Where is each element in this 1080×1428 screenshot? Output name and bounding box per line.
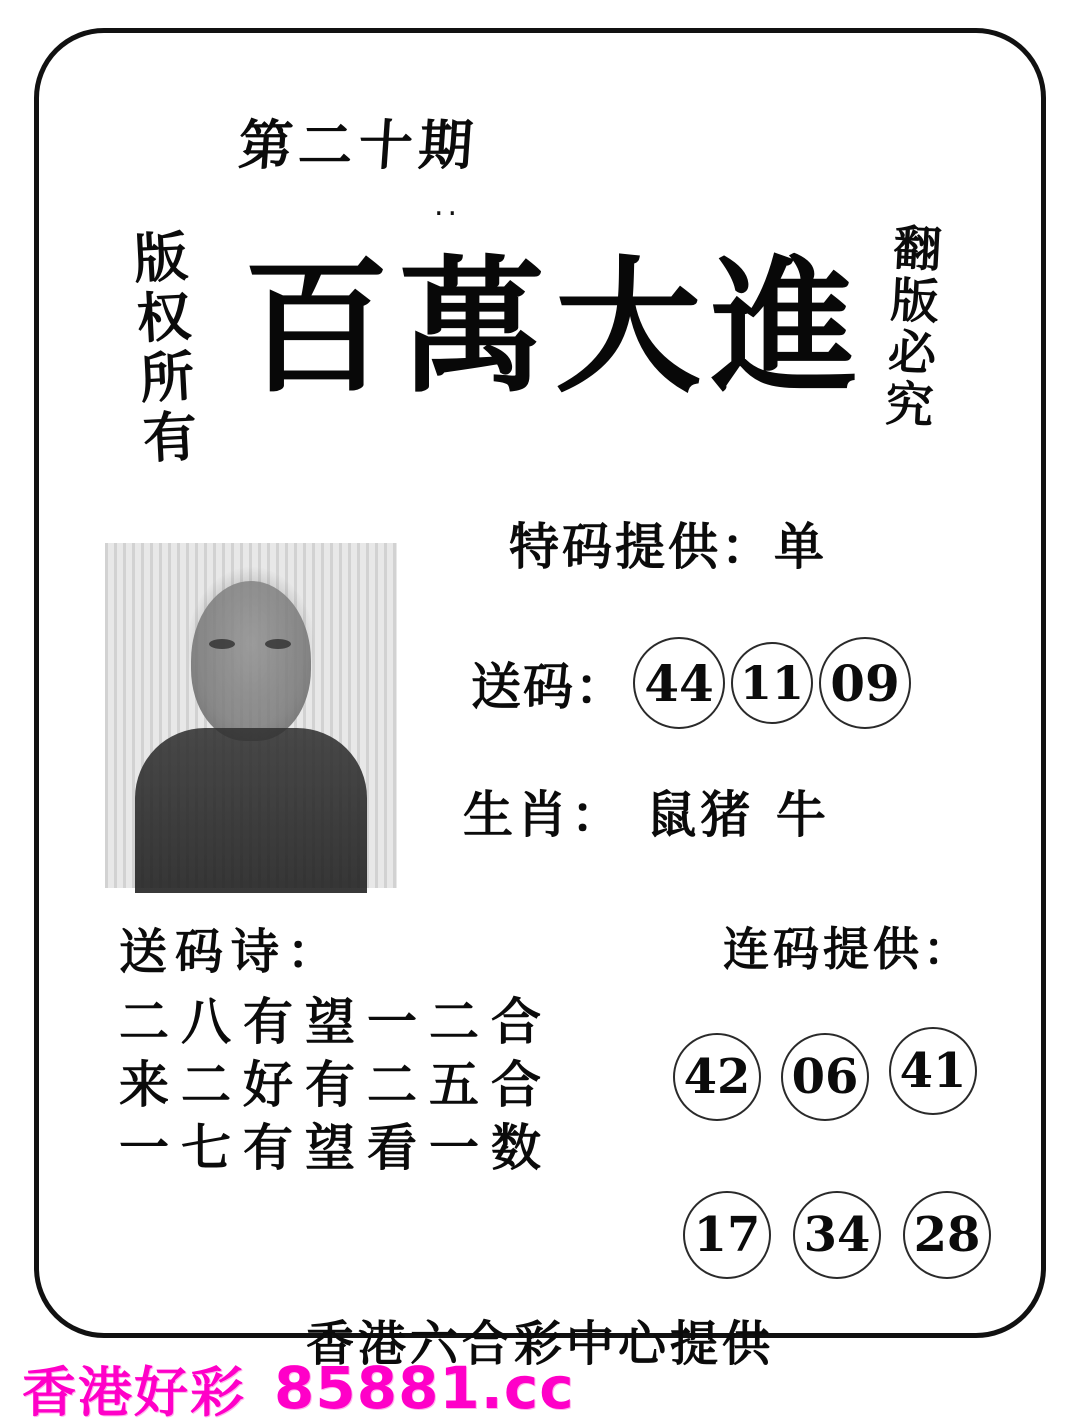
watermark-brand: 香港好彩 [22,1360,246,1424]
footer-source-text: 香港六合彩中心提供 [305,1316,774,1372]
send-code-ball-2: 11 [731,642,813,724]
portrait-body-shape [135,728,367,893]
lianma-ball-3: 41 [889,1027,977,1115]
copyright-left-text: 版权所有 [123,227,201,471]
send-code-ball-3: 09 [819,637,911,729]
watermark-bar [0,1352,1080,1424]
poster-card [34,28,1046,1372]
portrait-head-shape [191,581,311,741]
send-code-row [471,637,911,729]
send-code-ball-1: 44 [633,637,725,729]
lianma-ball-1: 42 [673,1033,761,1121]
lianma-ball-4: 17 [683,1191,771,1279]
special-code-line: 特码提供：单 [509,517,827,576]
poem-line-2: 来二好有二五合 [119,1055,553,1114]
portrait-eye-left [209,639,235,649]
lianma-ball-5: 34 [793,1191,881,1279]
zodiac-line: 生肖： 鼠猪 牛 [463,785,830,844]
lianma-ball-2: 06 [781,1033,869,1121]
poem-block [119,913,553,1179]
lianma-row-2 [683,1191,991,1279]
page-title: 百萬大進 [243,242,867,413]
watermark-site: 85881.cc [274,1354,575,1422]
send-code-label: 送码： [471,657,627,716]
poem-line-1: 二八有望一二合 [119,992,553,1051]
lianma-title: 连码提供： [723,922,973,976]
lianma-row-1 [673,1033,977,1121]
portrait-eye-right [265,639,291,649]
poem-line-3: 一七有望看一数 [119,1118,553,1177]
portrait-photo [105,543,397,888]
copyright-right-text: 翻版必究 [875,221,943,433]
issue-number: 第二十期 [236,113,481,177]
decorative-dots: .. [434,188,462,223]
poem-title: 送码诗： [119,924,344,980]
lianma-ball-6: 28 [903,1191,991,1279]
